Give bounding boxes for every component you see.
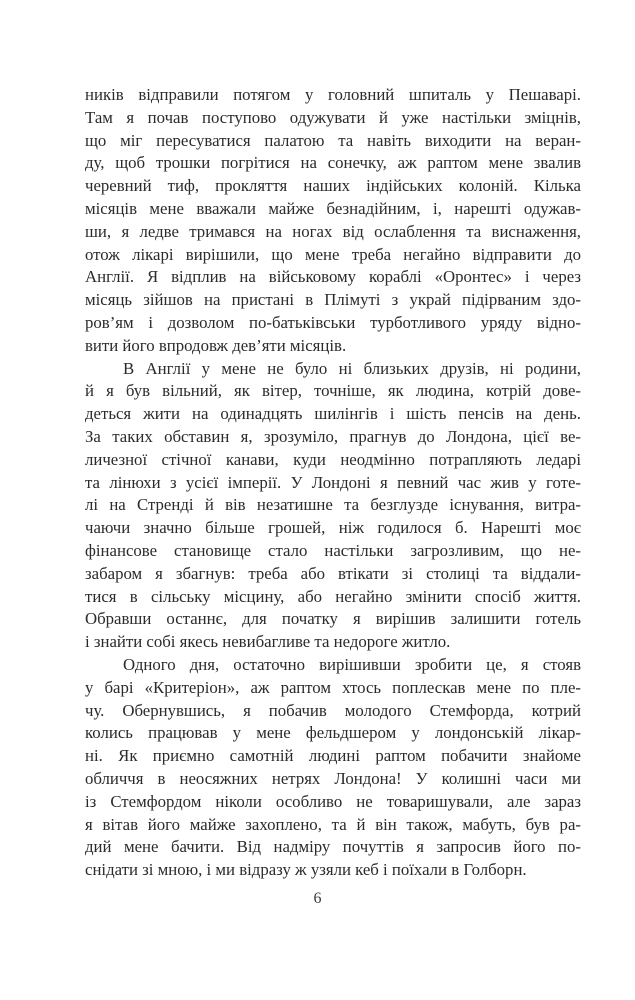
text-line: вити його впродовж дев’яти місяців. xyxy=(85,335,347,355)
text-line: забаром я збагнув: треба або втікати зі столиці та віддали- xyxy=(85,563,581,583)
text-line: дий мене бачити. Від надміру почуттів я запросив його по- xyxy=(85,837,581,857)
text-line: та лінюхи з усієї імперії. У Лондоні я певний час жив у готе- xyxy=(85,472,581,492)
text-line: місяців мене вважали майже безнадійним, і, нарешті одужав- xyxy=(85,198,581,218)
text-line: ні. Як приємно самотній людині раптом побачити знайоме xyxy=(85,746,581,766)
page-text-block xyxy=(85,84,581,882)
text-line: місяць зійшов на пристані в Плімуті з украй підірваним здо- xyxy=(85,290,581,310)
text-line: Одного дня, остаточно вирішивши зробити це, я стояв xyxy=(123,654,581,674)
text-line: Обравши останнє, для початку я вирішив залишити готель xyxy=(85,609,581,629)
text-line: із Стемфордом ніколи особливо не товаришували, але зараз xyxy=(85,791,581,811)
text-line: Там я почав поступово одужувати й уже настільки зміцнів, xyxy=(85,107,581,127)
text-line: ників відправили потягом у головний шпиталь у Пешаварі. xyxy=(85,85,581,104)
text-line: ду, щоб трошки погрітися на сонечку, аж раптом мене звалив xyxy=(85,153,581,173)
paragraph-1 xyxy=(85,84,581,358)
text-line: личезної стічної канави, куди неодмінно потрапляють ледарі xyxy=(85,449,581,469)
text-line: що міг пересуватися палатою та навіть виходити на веран- xyxy=(85,130,581,150)
text-line: За таких обставин я, зрозуміло, прагнув до Лондона, цієї ве- xyxy=(85,426,581,446)
text-line: колись працював у мене фельдшером у лондонській лікар- xyxy=(85,723,581,743)
text-line: снідати зі мною, і ми відразу ж узяли кеб і поїхали в Голборн. xyxy=(85,860,527,880)
text-line: у барі «Критеріон», аж раптом хтось поплескав мене по пле- xyxy=(85,677,581,697)
text-line: В Англії у мене не було ні близьких друзів, ні родини, xyxy=(123,358,581,378)
text-line: я вітав його майже захоплено, та й він також, мабуть, був ра- xyxy=(85,814,581,834)
text-line: чаючи значно більше грошей, ніж годилося б. Нарешті моє xyxy=(85,518,581,538)
text-line: лі на Стренді й вів незатишне та безглузде існування, витра- xyxy=(85,495,581,515)
page-number: 6 xyxy=(313,890,322,907)
text-line: тися в сільську місцину, або негайно змінити спосіб життя. xyxy=(85,586,581,606)
paragraph-2 xyxy=(85,358,581,654)
text-line: й я був вільний, як вітер, точніше, як людина, котрій дове- xyxy=(85,381,581,401)
text-line: деться жити на одинадцять шилінгів і шість пенсів на день. xyxy=(85,404,581,424)
text-line: ши, я ледве тримався на ногах від ослаблення та виснаження, xyxy=(85,221,581,241)
text-line: черевний тиф, прокляття наших індійських колоній. Кілька xyxy=(85,176,581,196)
text-line: ров’ям і дозволом по-батьківськи турботливого уряду відно- xyxy=(85,312,581,332)
paragraph-3 xyxy=(85,654,581,882)
text-line: Англії. Я відплив на військовому кораблі «Оронтес» і через xyxy=(85,267,581,287)
text-line: фінансове становище стало настільки загрозливим, що не- xyxy=(85,540,581,560)
text-line: чу. Обернувшись, я побачив молодого Стемфорда, котрий xyxy=(85,700,581,720)
text-line: обличчя в неосяжних нетрях Лондона! У колишні часи ми xyxy=(85,768,581,788)
text-line: і знайти собі якесь невибагливе та недороге житло. xyxy=(85,632,451,652)
text-line: отож лікарі вирішили, що мене треба негайно відправити до xyxy=(85,244,581,264)
